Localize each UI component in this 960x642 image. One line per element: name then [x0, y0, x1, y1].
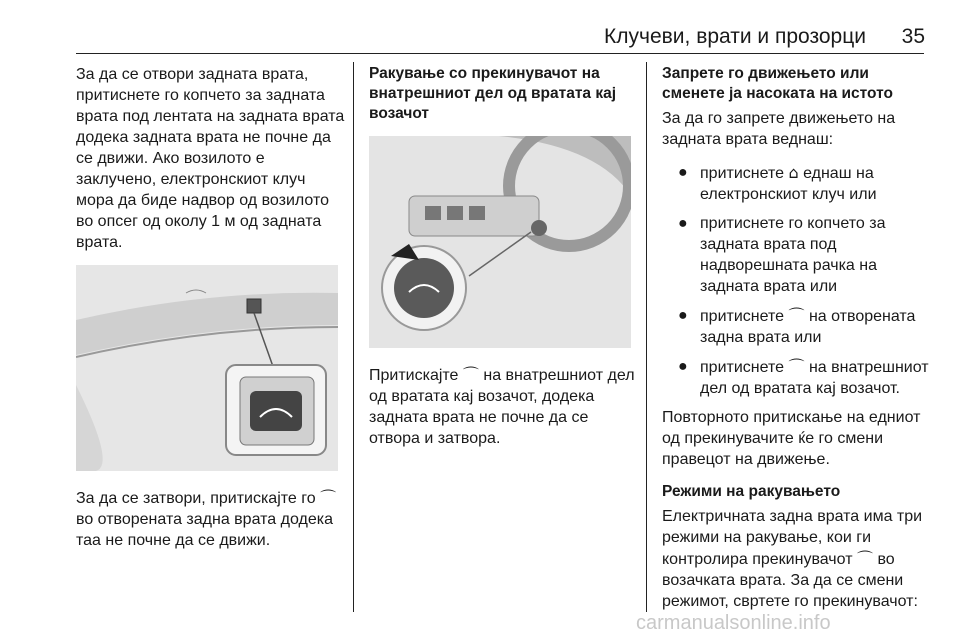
section-heading-driver-door-switch: Ракување со прекинувачот на внатрешниот дел од вратата кај возачот — [369, 65, 617, 122]
page-number: 35 — [901, 25, 925, 48]
list-item: ● притиснете ⌂ еднаш на електронскиот клуч или — [678, 163, 877, 203]
header-rule — [76, 53, 924, 54]
key-fob-tailgate-icon: ⌂ — [788, 163, 799, 182]
section-heading-stop-movement: Запрете го движењето или сменете ја насоката на истото — [662, 65, 893, 102]
paragraph-driver-door-switch: Притискајте ⌒ на внатрешниот дел од вратата кај возачот, додека задната врата не почне да се отвора и затвора. — [369, 365, 635, 447]
watermark: carmanualsonline.info — [636, 612, 831, 634]
list-item: ● притиснете ⌒ на отворената задна врата или — [678, 306, 916, 346]
column-divider-2 — [646, 62, 647, 612]
tailgate-icon: ⌒ — [320, 488, 337, 507]
tailgate-icon: ⌒ — [788, 357, 805, 376]
tailgate-icon: ⌒ — [788, 306, 805, 325]
column-1 — [76, 64, 346, 563]
bullet-icon: ● — [678, 164, 688, 181]
bullet-icon: ● — [678, 215, 688, 232]
section-heading-operating-modes: Режими на ракувањето — [662, 483, 841, 500]
column-3 — [662, 64, 932, 624]
tailgate-illustration-svg — [76, 265, 338, 471]
bullet-icon: ● — [678, 358, 688, 375]
column-divider-1 — [353, 62, 354, 612]
paragraph-open-tailgate: За да се отвори задната врата, притиснете го копчето за задната врата под лентата на задната врата додека задната врата не почне да се движи. Ако возилото е заклучено, електронскиот клуч мора да биде надвор од возилото во опсег од околу 1 м од задната врата. — [76, 66, 345, 251]
stop-methods-list — [662, 162, 932, 399]
tailgate-button-illustration — [76, 265, 338, 471]
bullet-icon: ● — [678, 307, 688, 324]
tailgate-icon: ⌒ — [856, 549, 873, 568]
page-header — [0, 0, 960, 56]
paragraph-stop-intro: За да го запрете движењето на задната врата веднаш: — [662, 110, 896, 148]
tailgate-icon: ⌒ — [462, 365, 479, 384]
list-item: ● притиснете го копчето за задната врата под надворешната рачка на задната врата или — [678, 215, 886, 295]
paragraph-reverse-direction: Повторното притискање на едниот од прекинувачите ќе го смени правецот на движење. — [662, 409, 921, 468]
driver-door-illustration-svg — [369, 136, 631, 348]
list-item: ● притиснете ⌒ на внатрешниот дел од вратата кај возачот. — [678, 357, 929, 397]
paragraph-operating-modes: Електричната задна врата има три режими на ракување, кои ги контролира прекинувачот ⌒ во возачката врата. За да се смени режимот, свртете го прекинувачот: — [662, 508, 923, 610]
driver-door-switch-illustration — [369, 136, 631, 348]
page-title: Клучеви, врати и прозорци — [604, 25, 866, 48]
paragraph-close-tailgate: За да се затвори, притискајте го ⌒ во отворената задна врата додека таа не почне да се движи. — [76, 488, 337, 549]
column-2 — [369, 64, 639, 461]
